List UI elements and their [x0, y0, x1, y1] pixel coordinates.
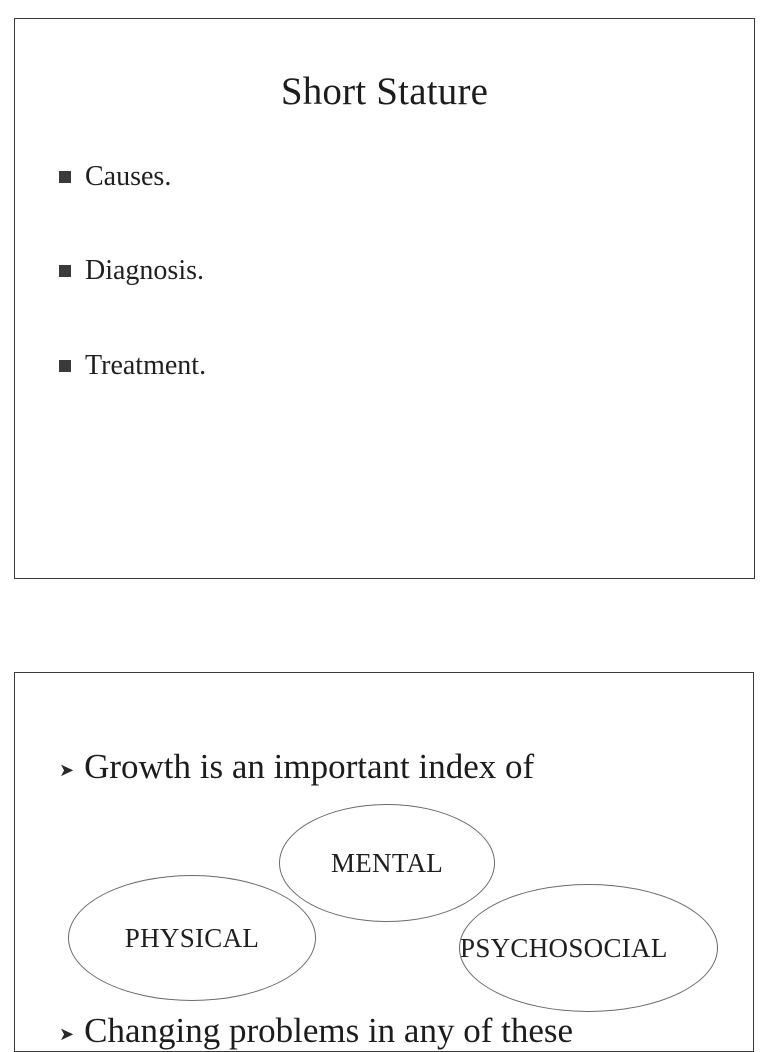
ellipse-psychosocial — [459, 884, 718, 1012]
bullet-label: Treatment. — [85, 350, 207, 381]
ellipse-label-physical: PHYSICAL — [124, 922, 260, 953]
bullet-item-causes — [59, 161, 171, 193]
bullet-label: Diagnosis. — [85, 255, 204, 286]
ellipse-label-mental: MENTAL — [330, 847, 444, 878]
slide-title: Short Stature — [280, 70, 489, 113]
square-bullet-icon — [59, 171, 71, 183]
ellipse-physical — [68, 875, 316, 1001]
square-bullet-icon — [59, 360, 71, 372]
slide-growth-index — [14, 672, 754, 1052]
arrowhead-bullet-icon: ➤ — [59, 759, 75, 780]
partial-statement: Changing problems in any of these — [84, 1011, 574, 1050]
arrow-bullet-item-growth — [59, 747, 534, 787]
bullet-item-diagnosis — [59, 255, 204, 287]
bullet-item-treatment — [59, 350, 206, 382]
growth-statement: Growth is an important index of — [84, 747, 535, 786]
arrow-bullet-item-partial — [59, 1011, 573, 1051]
square-bullet-icon — [59, 265, 71, 277]
arrowhead-bullet-icon: ➤ — [59, 1023, 75, 1044]
bullet-label: Causes. — [85, 161, 172, 192]
slide-short-stature — [14, 18, 755, 579]
ellipse-mental — [279, 804, 495, 922]
ellipse-label-psychosocial: PSYCHOSOCIAL — [460, 932, 668, 963]
